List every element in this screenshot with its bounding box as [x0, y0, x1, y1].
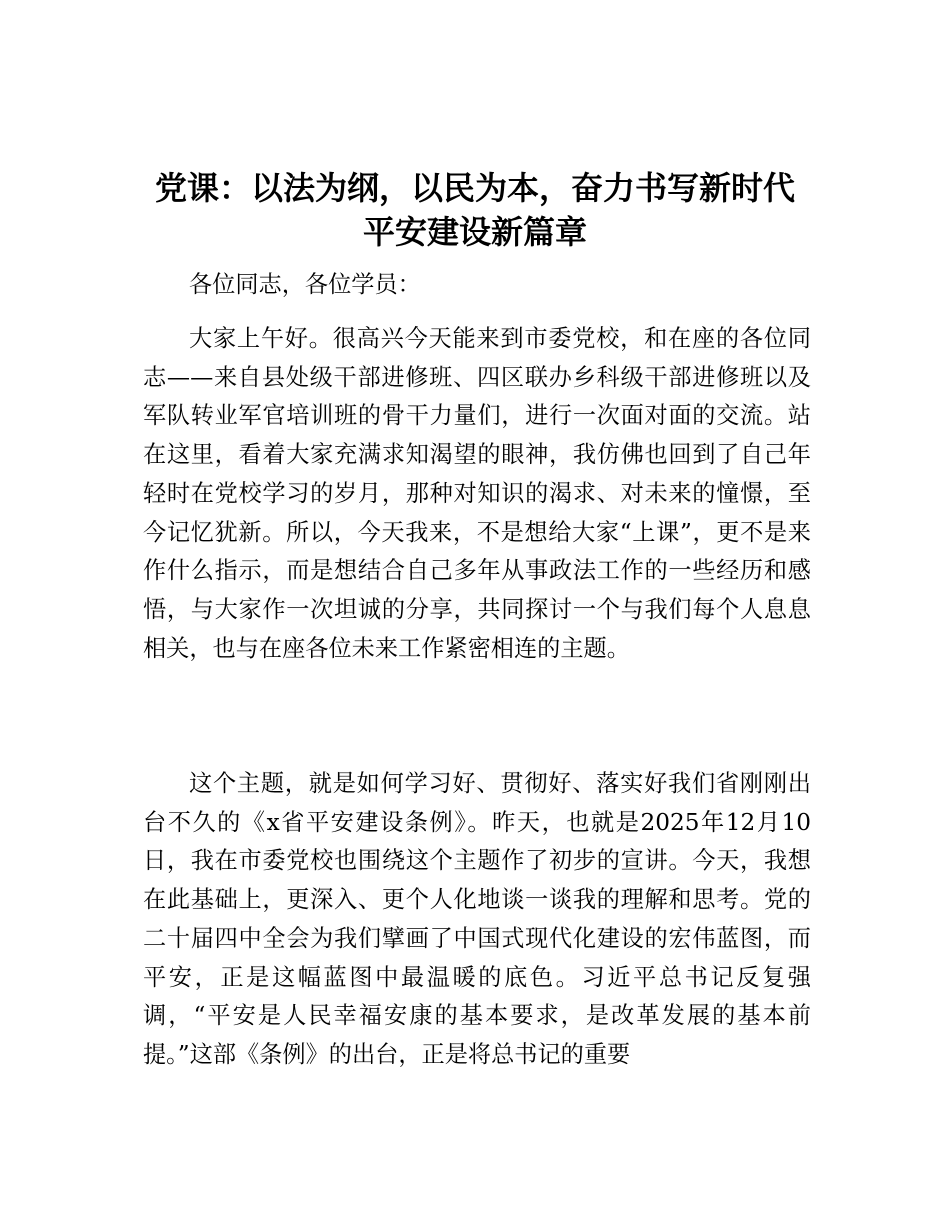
- body-paragraph-topic: 这个主题，就是如何学习好、贯彻好、落实好我们省刚刚出台不久的《x省平安建设条例》。昨天，也就是2025年12月10日，我在市委党校也围绕这个主题作了初步的宣讲。今天，我想在此基础上，更深入、更个人化地谈一谈我的理解和思考。党的二十届四中全会为我们擘画了中国式现代化建设的宏伟蓝图，而平安，正是这幅蓝图中最温暖的底色。习近平总书记反复强调，“平安是人民幸福安康的基本要求，是改革发展的基本前提。”这部《条例》的出台，正是将总书记的重要: [143, 770, 811, 1068]
- document-title-line-1: 党课：以法为纲，以民为本，奋力书写新时代: [154, 169, 795, 207]
- document-title-line-2: 平安建设新篇章: [362, 213, 587, 251]
- salutation-paragraph: 各位同志，各位学员：: [189, 271, 421, 298]
- body-paragraph-opening: 大家上午好。很高兴今天能来到市委党校，和在座的各位同志——来自县处级干部进修班、四区联办乡科级干部进修班以及军队转业军官培训班的骨干力量们，进行一次面对面的交流。站在这里，看着大家充满求知渴望的眼神，我仿佛也回到了自己年轻时在党校学习的岁月，那种对知识的渴求、对未来的憧憬，至今记忆犹新。所以，今天我来，不是想给大家“上课”，更不是来作什么指示，而是想结合自己多年从事政法工作的一些经历和感悟，与大家作一次坦诚的分享，共同探讨一个与我们每个人息息相关，也与在座各位未来工作紧密相连的主题。: [143, 325, 811, 662]
